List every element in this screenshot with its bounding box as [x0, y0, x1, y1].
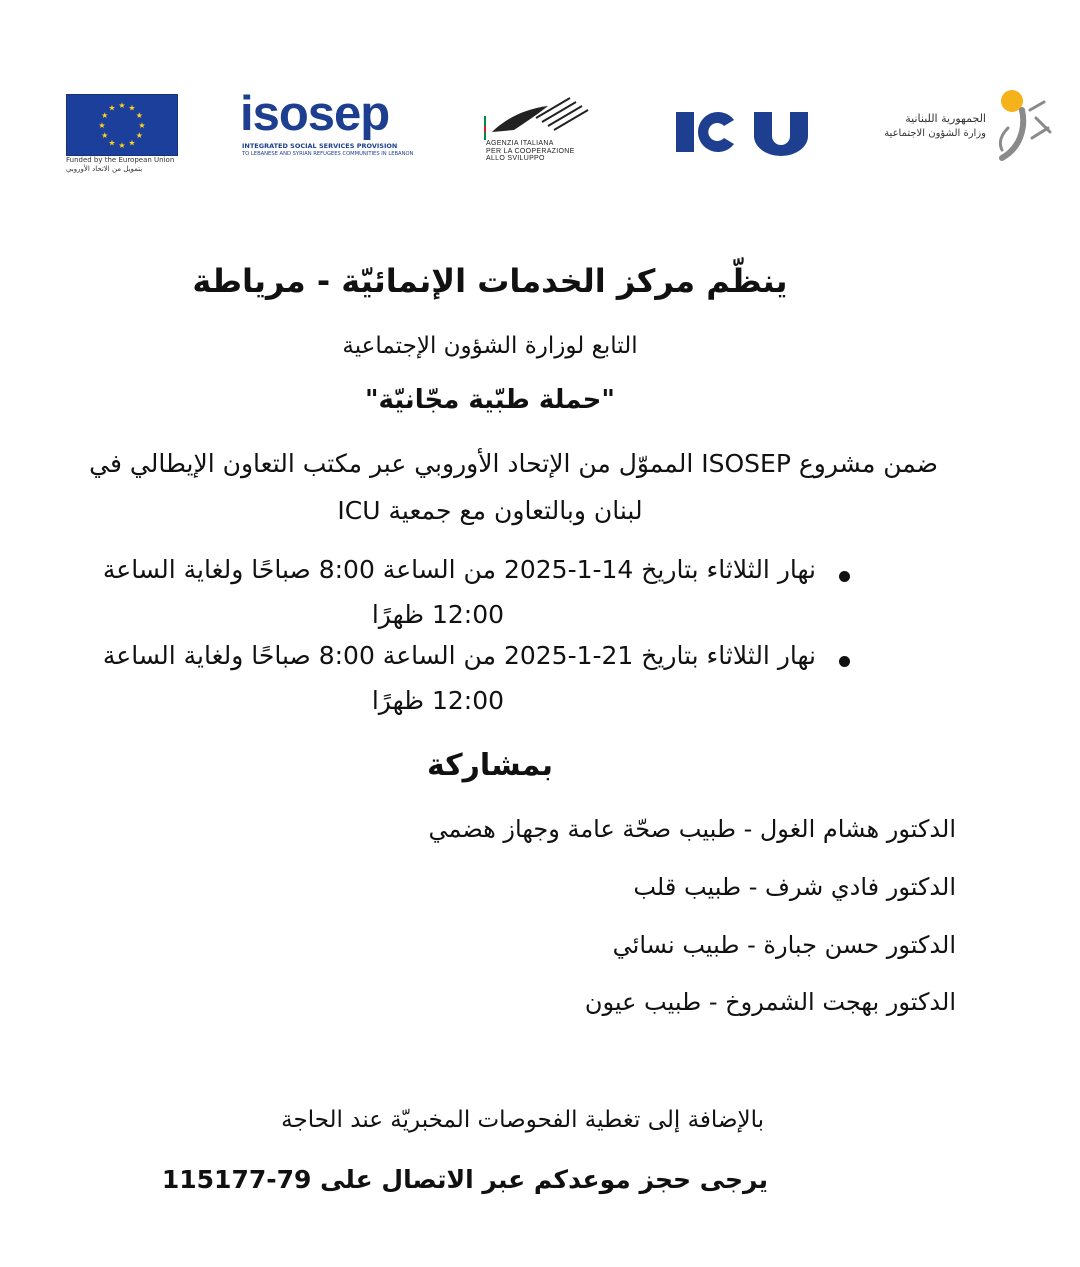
bullet-icon — [839, 656, 850, 667]
eu-logo — [66, 94, 178, 176]
eu-flag-icon — [66, 94, 178, 156]
isosep-subtitle-1: INTEGRATED SOCIAL SERVICES PROVISION — [242, 142, 398, 150]
aics-logo — [478, 96, 600, 166]
isosep-wordmark: isosep — [240, 87, 390, 141]
eu-star-icon: ★ — [128, 103, 136, 113]
dove-icon — [478, 96, 600, 140]
eu-star-icon: ★ — [138, 121, 146, 130]
intro-line-1: ضمن مشروع ISOSEP المموّل من الإتحاد الأوروبي عبر مكتب التعاون الإيطالي في — [89, 449, 938, 478]
eu-star-icon: ★ — [101, 131, 109, 140]
eu-star-icon: ★ — [101, 111, 109, 120]
ministry-line-2: وزارة الشؤون الاجتماعية — [884, 128, 986, 139]
aics-line-3: ALLO SVILUPPO — [486, 155, 545, 162]
participation-heading: بمشاركة — [426, 748, 554, 783]
doctor-item: الدكتور حسن جبارة - طبيب نسائي — [612, 931, 956, 959]
doctor-item: الدكتور بهجت الشمروخ - طبيب عيون — [584, 988, 956, 1016]
eu-star-icon: ★ — [135, 111, 143, 120]
logos-row — [0, 0, 1080, 200]
session-2-line-1: نهار الثلاثاء بتاريخ 21-1-2025 من الساعة 8:00 صباحًا ولغاية الساعة — [102, 641, 816, 670]
campaign-title: "حملة طبّية مجّانيّة" — [365, 385, 615, 415]
eu-star-icon: ★ — [118, 141, 126, 150]
eu-star-icon: ★ — [128, 138, 136, 148]
lab-tests-note: بالإضافة إلى تغطية الفحوصات المخبريّة عند الحاجة — [281, 1107, 764, 1133]
ministry-line-1: الجمهورية اللبنانية — [905, 112, 986, 125]
booking-phone: يرجى حجز موعدكم عبر الاتصال على 79-115177 — [161, 1165, 768, 1194]
icu-wordmark — [676, 108, 814, 156]
ministry-emblem-icon — [986, 88, 1052, 163]
aics-caption — [486, 140, 575, 163]
eu-caption-ar: بتمويل من الاتحاد الأوروبي — [66, 165, 143, 173]
page-subtitle: التابع لوزارة الشؤون الإجتماعية — [342, 333, 638, 359]
isosep-logo — [240, 87, 422, 164]
aics-line-1: AGENZIA ITALIANA — [486, 140, 554, 147]
session-1-line-1: نهار الثلاثاء بتاريخ 14-1-2025 من الساعة 8:00 صباحًا ولغاية الساعة — [102, 555, 816, 584]
doctor-item: الدكتور فادي شرف - طبيب قلب — [633, 873, 956, 901]
page-title: ينظّم مركز الخدمات الإنمائيّة - مرياطة — [192, 262, 788, 300]
eu-star-icon: ★ — [135, 131, 143, 140]
eu-caption-en: Funded by the European Union — [66, 156, 175, 164]
session-2-line-2: 12:00 ظهرًا — [371, 686, 504, 715]
icu-logo — [676, 108, 814, 156]
intro-line-2: لبنان وبالتعاون مع جمعية ICU — [337, 496, 643, 525]
session-1-line-2: 12:00 ظهرًا — [371, 600, 504, 629]
isosep-subtitle-2: TO LEBANESE AND SYRIAN REFUGEES COMMUNITIES IN LEBANON — [242, 151, 414, 157]
eu-caption — [66, 156, 178, 174]
eu-star-icon: ★ — [108, 103, 116, 113]
doctor-item: الدكتور هشام الغول - طبيب صحّة عامة وجهاز هضمي — [428, 815, 956, 843]
bullet-icon — [839, 571, 850, 582]
ministry-logo — [882, 88, 1052, 163]
eu-star-icon: ★ — [98, 121, 106, 130]
eu-star-icon: ★ — [118, 101, 126, 110]
eu-star-icon: ★ — [108, 138, 116, 148]
aics-line-2: PER LA COOPERAZIONE — [486, 147, 575, 155]
